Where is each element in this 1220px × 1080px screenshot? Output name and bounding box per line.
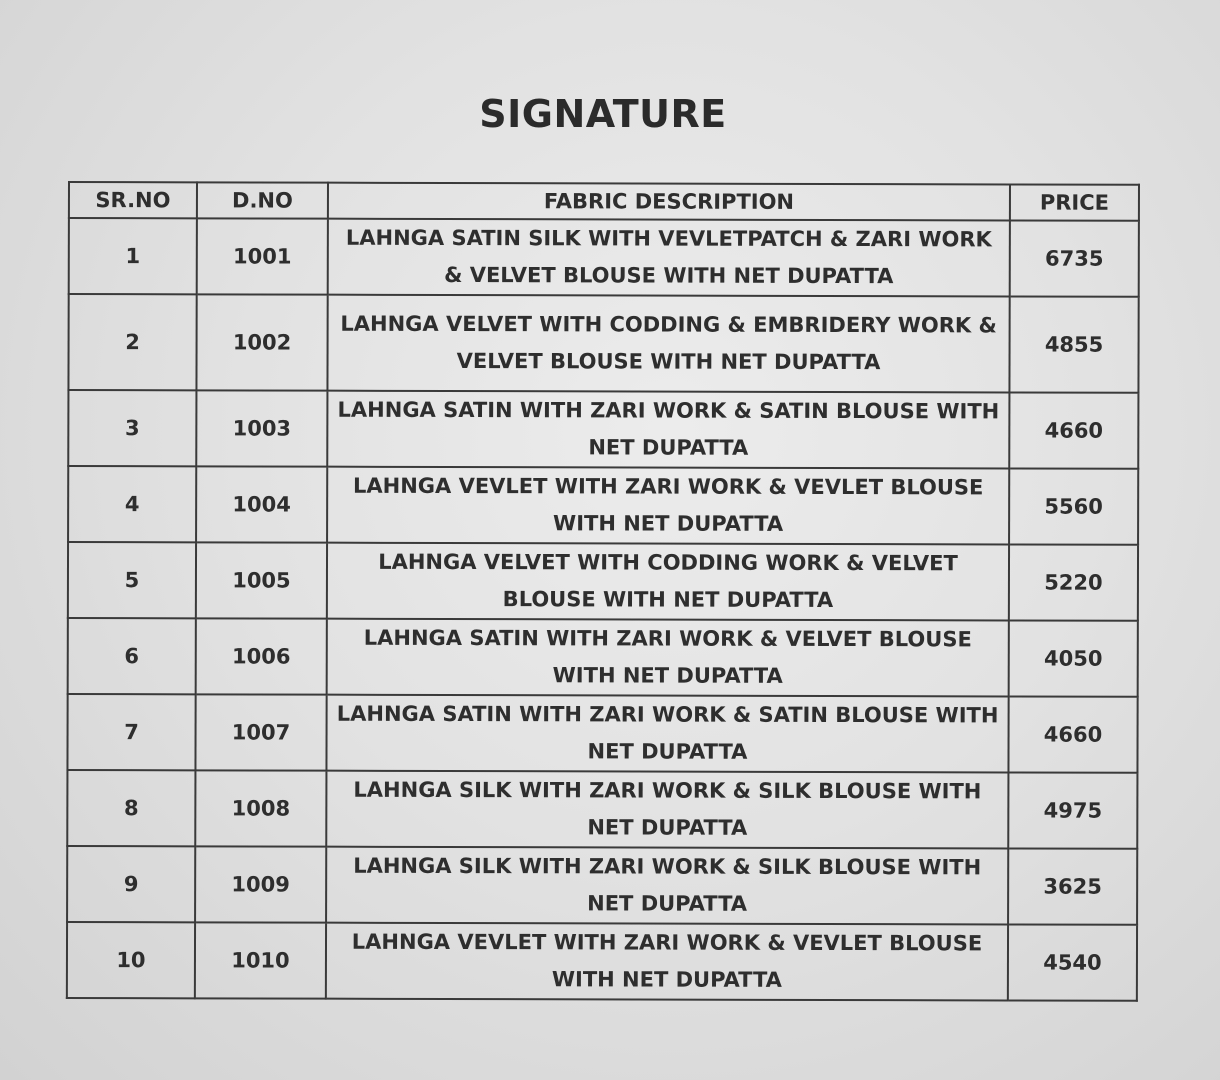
- cell-d-no: 1005: [196, 542, 327, 618]
- table-row: [69, 218, 1139, 297]
- table-row: [68, 390, 1138, 469]
- cell-fabric-description: LAHNGA SILK WITH ZARI WORK & SILK BLOUSE WITH NET DUPATTA: [326, 771, 1008, 849]
- table-row: [68, 294, 1138, 393]
- table-row: [67, 846, 1137, 925]
- cell-fabric-description: LAHNGA SATIN WITH ZARI WORK & SATIN BLOUSE WITH NET DUPATTA: [326, 695, 1008, 773]
- cell-d-no: 1006: [196, 618, 327, 694]
- cell-price: 4975: [1008, 772, 1137, 848]
- cell-fabric-description: LAHNGA SILK WITH ZARI WORK & SILK BLOUSE WITH NET DUPATTA: [326, 847, 1008, 925]
- header-d-no: D.NO: [197, 182, 328, 218]
- cell-sr-no: 10: [67, 922, 195, 998]
- cell-d-no: 1002: [196, 294, 327, 390]
- cell-fabric-description: LAHNGA VEVLET WITH ZARI WORK & VEVLET BLOUSE WITH NET DUPATTA: [326, 923, 1008, 1001]
- table-row: [68, 542, 1138, 621]
- cell-price: 3625: [1008, 848, 1137, 924]
- cell-price: 5220: [1009, 544, 1138, 620]
- table-row: [68, 618, 1138, 697]
- cell-fabric-description: LAHNGA VELVET WITH CODDING WORK & VELVET BLOUSE WITH NET DUPATTA: [327, 543, 1009, 621]
- table-header-row: [69, 182, 1139, 221]
- cell-d-no: 1003: [196, 390, 327, 466]
- cell-sr-no: 8: [67, 770, 195, 846]
- cell-sr-no: 3: [68, 390, 196, 466]
- cell-price: 4660: [1008, 696, 1137, 772]
- cell-price: 5560: [1009, 468, 1138, 544]
- cell-fabric-description: LAHNGA VELVET WITH CODDING & EMBRIDERY WORK & VELVET BLOUSE WITH NET DUPATTA: [327, 295, 1009, 393]
- document-title: SIGNATURE: [479, 92, 727, 136]
- cell-d-no: 1010: [195, 922, 326, 998]
- cell-sr-no: 9: [67, 846, 195, 922]
- price-list-table: [66, 181, 1140, 1002]
- cell-fabric-description: LAHNGA SATIN WITH ZARI WORK & SATIN BLOUSE WITH NET DUPATTA: [327, 391, 1009, 469]
- cell-price: 4540: [1008, 924, 1137, 1000]
- table-row: [68, 466, 1138, 545]
- cell-d-no: 1001: [197, 218, 328, 294]
- cell-d-no: 1009: [195, 846, 326, 922]
- cell-price: 4855: [1009, 296, 1138, 392]
- cell-sr-no: 1: [69, 218, 197, 294]
- cell-sr-no: 2: [68, 294, 196, 390]
- table-row: [67, 694, 1137, 773]
- cell-price: 6735: [1010, 220, 1139, 296]
- cell-d-no: 1004: [196, 466, 327, 542]
- cell-sr-no: 7: [67, 694, 195, 770]
- cell-sr-no: 4: [68, 466, 196, 542]
- cell-price: 4050: [1009, 620, 1138, 696]
- cell-sr-no: 5: [68, 542, 196, 618]
- header-sr-no: SR.NO: [69, 182, 197, 218]
- cell-price: 4660: [1009, 392, 1138, 468]
- cell-fabric-description: LAHNGA VEVLET WITH ZARI WORK & VEVLET BLOUSE WITH NET DUPATTA: [327, 467, 1009, 545]
- cell-d-no: 1008: [195, 770, 326, 846]
- cell-fabric-description: LAHNGA SATIN SILK WITH VEVLETPATCH & ZARI WORK & VELVET BLOUSE WITH NET DUPATTA: [328, 219, 1010, 297]
- cell-d-no: 1007: [195, 694, 326, 770]
- table-row: [67, 922, 1137, 1001]
- table-row: [67, 770, 1137, 849]
- header-price: PRICE: [1010, 184, 1139, 220]
- cell-fabric-description: LAHNGA SATIN WITH ZARI WORK & VELVET BLOUSE WITH NET DUPATTA: [327, 619, 1009, 697]
- cell-sr-no: 6: [68, 618, 196, 694]
- header-fabric-description: FABRIC DESCRIPTION: [328, 183, 1010, 221]
